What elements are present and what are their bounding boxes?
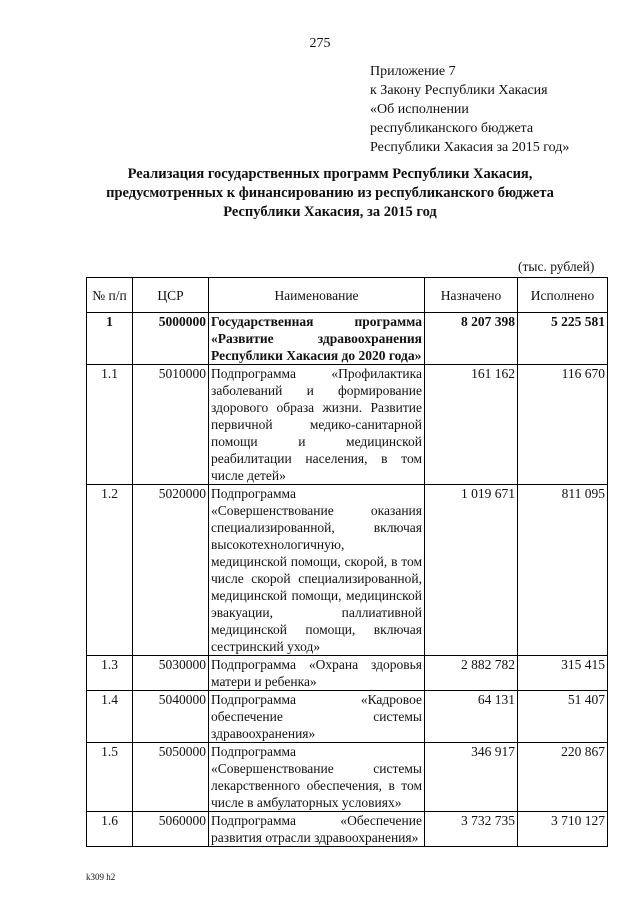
row-num: 1.6 xyxy=(87,812,133,847)
appendix-line: Республики Хакасия за 2015 год» xyxy=(370,140,570,155)
row-planned: 3 732 735 xyxy=(425,812,518,847)
row-csr: 5000000 xyxy=(133,313,209,365)
header-executed: Исполнено xyxy=(518,278,608,313)
appendix-line: к Закону Республики Хакасия xyxy=(370,83,548,98)
header-csr: ЦСР xyxy=(133,278,209,313)
table-row xyxy=(87,313,608,365)
row-csr: 5040000 xyxy=(133,691,209,743)
table-row xyxy=(87,365,608,485)
row-name: Подпрограмма «Совершенствование оказания специализированной, включая высокотехнологичную, медицинской помощи, скорой, в том числе скорой специализированной, медицинской помощи, медицинской эвакуации, паллиативной медицинской помощи, включая сестринский уход» xyxy=(209,485,425,656)
appendix-block xyxy=(370,62,569,157)
table-row xyxy=(87,812,608,847)
row-executed: 811 095 xyxy=(518,485,608,656)
row-executed: 3 710 127 xyxy=(518,812,608,847)
appendix-line: «Об исполнении xyxy=(370,102,469,117)
header-planned: Назначено xyxy=(425,278,518,313)
row-name: Подпрограмма «Профилактика заболеваний и формирование здорового образа жизни. Развитие первичной медико-санитарной помощи и медицинской реабилитации населения, в том числе детей» xyxy=(209,365,425,485)
row-planned: 161 162 xyxy=(425,365,518,485)
table-row xyxy=(87,656,608,691)
row-num: 1.4 xyxy=(87,691,133,743)
table-header-row xyxy=(87,278,608,313)
row-planned: 346 917 xyxy=(425,743,518,812)
table-row xyxy=(87,691,608,743)
programs-table xyxy=(86,277,608,847)
row-executed: 51 407 xyxy=(518,691,608,743)
row-name: Подпрограмма «Совершенствование системы лекарственного обеспечения, в том числе в амбулаторных условиях» xyxy=(209,743,425,812)
row-name: Подпрограмма «Охрана здоровья матери и ребенка» xyxy=(209,656,425,691)
header-name: Наименование xyxy=(209,278,425,313)
row-executed: 220 867 xyxy=(518,743,608,812)
row-num: 1 xyxy=(87,313,133,365)
table-row xyxy=(87,743,608,812)
header-num: № п/п xyxy=(87,278,133,313)
title-line: Республики Хакасия, за 2015 год xyxy=(223,204,437,220)
document-title xyxy=(60,165,600,222)
row-executed: 116 670 xyxy=(518,365,608,485)
row-executed: 315 415 xyxy=(518,656,608,691)
footer-code: k309 h2 xyxy=(86,872,116,882)
appendix-line: республиканского бюджета xyxy=(370,121,534,136)
units-label: (тыс. рублей) xyxy=(518,259,595,274)
row-planned: 2 882 782 xyxy=(425,656,518,691)
row-name: Подпрограмма «Кадровое обеспечение системы здравоохранения» xyxy=(209,691,425,743)
title-line: предусмотренных к финансированию из республиканского бюджета xyxy=(106,185,554,201)
row-csr: 5010000 xyxy=(133,365,209,485)
row-planned: 1 019 671 xyxy=(425,485,518,656)
row-num: 1.2 xyxy=(87,485,133,656)
row-csr: 5020000 xyxy=(133,485,209,656)
row-num: 1.5 xyxy=(87,743,133,812)
row-name: Государственная программа «Развитие здравоохранения Республики Хакасия до 2020 года» xyxy=(209,313,425,365)
table-row xyxy=(87,485,608,656)
row-num: 1.1 xyxy=(87,365,133,485)
row-planned: 64 131 xyxy=(425,691,518,743)
row-planned: 8 207 398 xyxy=(425,313,518,365)
row-executed: 5 225 581 xyxy=(518,313,608,365)
row-csr: 5060000 xyxy=(133,812,209,847)
appendix-line: Приложение 7 xyxy=(370,64,456,79)
row-csr: 5030000 xyxy=(133,656,209,691)
row-num: 1.3 xyxy=(87,656,133,691)
title-line: Реализация государственных программ Республики Хакасия, xyxy=(127,166,533,182)
row-csr: 5050000 xyxy=(133,743,209,812)
row-name: Подпрограмма «Обеспечение развития отрасли здравоохранения» xyxy=(209,812,425,847)
page-number: 275 xyxy=(309,36,331,51)
